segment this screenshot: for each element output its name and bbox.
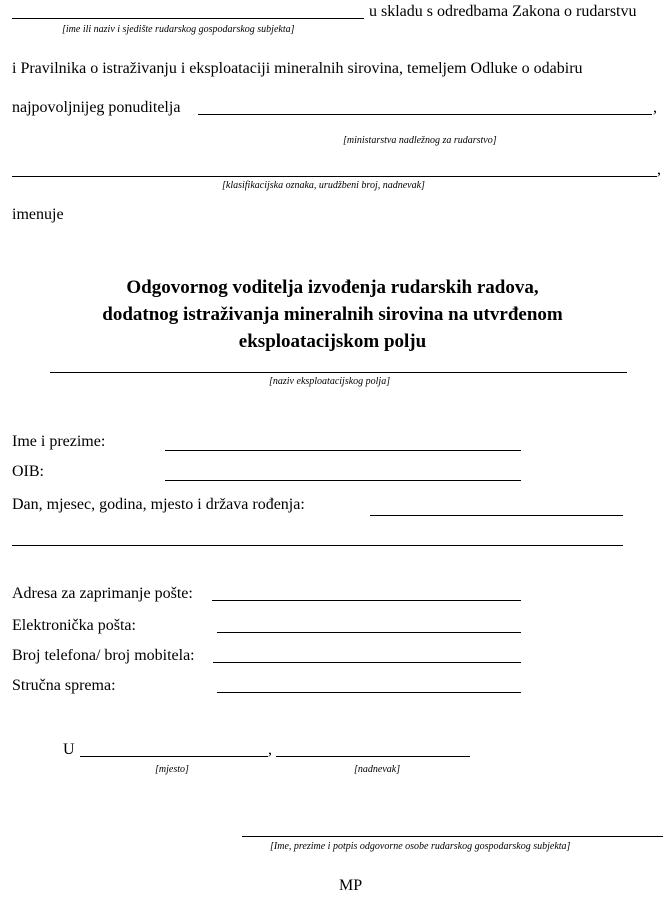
- document-title-line1: Odgovornog voditelja izvođenja rudarskih radova,: [126, 277, 539, 298]
- company-name-note: [ime ili naziv i sjedište rudarskog gospodarskog subjekta]: [62, 24, 295, 35]
- field-name-line[interactable]: [50, 372, 627, 373]
- legal-basis-text: u skladu s odredbama Zakona o rudarstvu: [369, 3, 637, 20]
- birth-input-line[interactable]: [370, 515, 623, 516]
- place-date-comma: ,: [268, 741, 272, 758]
- signature-note: [Ime, prezime i potpis odgovorne osobe rudarskog gospodarskog subjekta]: [270, 841, 571, 852]
- date-input-line[interactable]: [276, 756, 470, 757]
- document-title-line3: eksploatacijskom polju: [238, 331, 427, 352]
- birth-input-line-2[interactable]: [12, 545, 623, 546]
- name-label: Ime i prezime:: [12, 433, 106, 450]
- phone-input-line[interactable]: [213, 662, 521, 663]
- name-input-line[interactable]: [165, 450, 521, 451]
- classification-note: [klasifikacijska oznaka, urudžbeni broj, nadnevak]: [222, 180, 425, 191]
- address-input-line[interactable]: [212, 600, 521, 601]
- ministry-line-comma: ,: [653, 99, 657, 116]
- phone-label: Broj telefona/ broj mobitela:: [12, 647, 195, 664]
- document-title-line2: dodatnog istraživanja mineralnih sirovina na utvrđenom: [102, 304, 563, 325]
- qualification-label: Stručna sprema:: [12, 677, 116, 694]
- classification-line[interactable]: [12, 176, 657, 177]
- bidder-text: najpovoljnijeg ponuditelja: [12, 99, 181, 116]
- place-input-line[interactable]: [80, 756, 268, 757]
- field-name-note: [naziv eksploatacijskog polja]: [269, 376, 391, 387]
- ministry-line[interactable]: [198, 114, 652, 115]
- place-note: [mjesto]: [155, 764, 189, 775]
- classification-line-comma: ,: [657, 161, 661, 178]
- address-label: Adresa za zaprimanje pošte:: [12, 585, 193, 602]
- email-label: Elektronička pošta:: [12, 617, 136, 634]
- place-prefix: U: [63, 741, 75, 758]
- stamp-label: MP: [339, 877, 363, 894]
- birth-label: Dan, mjesec, godina, mjesto i država rođenja:: [12, 496, 305, 513]
- date-note: [nadnevak]: [354, 764, 401, 775]
- regulation-text: i Pravilnika o istraživanju i eksploataciji mineralnih sirovina, temeljem Odluke o odabiru: [12, 60, 583, 77]
- oib-input-line[interactable]: [165, 480, 521, 481]
- email-input-line[interactable]: [217, 632, 521, 633]
- appoints-text: imenuje: [12, 206, 64, 223]
- oib-label: OIB:: [12, 463, 44, 480]
- company-name-line[interactable]: [12, 18, 364, 19]
- qualification-input-line[interactable]: [217, 692, 521, 693]
- signature-line[interactable]: [242, 836, 663, 837]
- ministry-note: [ministarstva nadležnog za rudarstvo]: [343, 135, 497, 146]
